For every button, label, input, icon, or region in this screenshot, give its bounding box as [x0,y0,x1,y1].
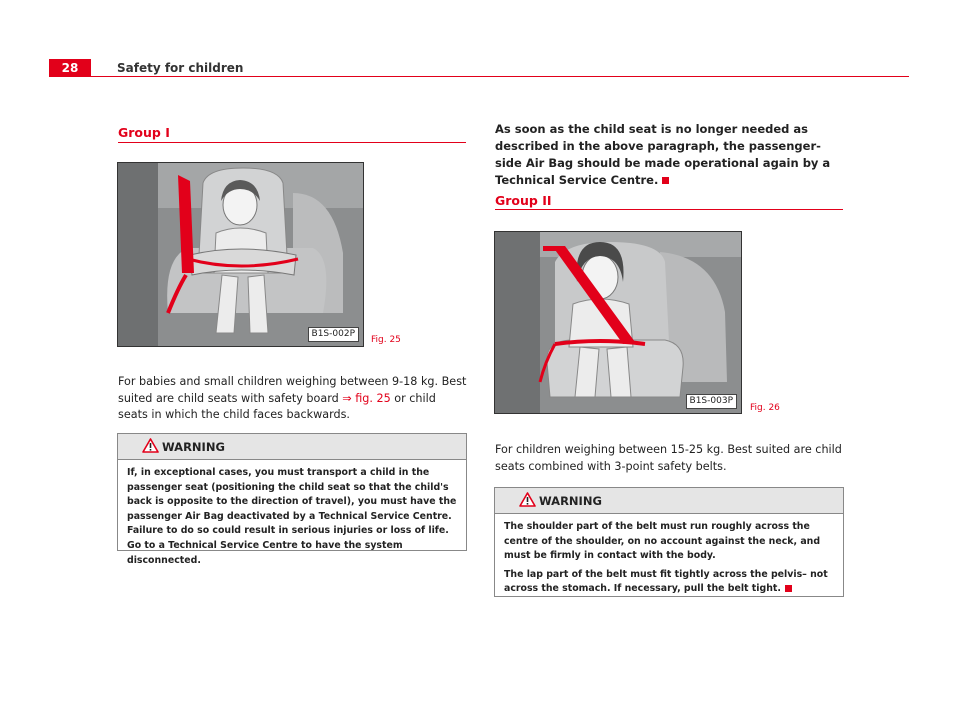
warning-box-group-ii [494,487,844,597]
warning-text-lap-belt-wrap [504,568,835,597]
section-rule-group-ii [495,209,843,210]
end-of-section-marker-icon [785,585,792,592]
end-of-section-marker-icon [662,177,669,184]
figure-group-i-child-seat [117,162,364,347]
warning-body [495,514,843,597]
figure-label-26: Fig. 26 [750,403,780,413]
group-ii-paragraph: For children weighing between 15-25 kg. Best suited are child seats combined with 3-point safety belts. [495,443,842,473]
warning-text-shoulder-belt: The shoulder part of the belt must run roughly across the centre of the shoulder, on no account against the neck, and must be firmly in contact with the body. [504,521,821,562]
child-seat-illustration [118,163,363,346]
figure-label-25: Fig. 25 [371,335,401,345]
section-title-group-ii: Group II [495,193,552,208]
warning-text-lap-belt: The lap part of the belt must fit tightly across the pelvis– not across the stomach. If necessary, pull the belt tight. [504,568,828,595]
warning-triangle-icon [519,492,536,507]
warning-box-group-i [117,433,467,566]
air-bag-note-text: As soon as the child seat is no longer needed as described in the above paragraph, the passenger-side Air Bag should be made operational again by a Technical Service Centre. [495,122,831,187]
warning-text: If, in exceptional cases, you must transport a child in the passenger seat (positioning the child seat so that the child's back is opposite to the direction of travel), you must have the passenger Air Bag deactivated by a Technical Service Centre. Failure to do so could result in serious injuries or loss of life. Go to a Technical Service Centre to have the system disconnected. [127,467,457,566]
warning-triangle-icon [142,438,159,453]
booster-seat-illustration [495,232,741,413]
arrow-icon: ⇒ [342,391,352,405]
air-bag-reactivation-note [495,121,845,189]
figure-code: B1S-003P [686,394,737,409]
warning-header [495,488,843,514]
group-i-paragraph-text: For babies and small children weighing between 9-18 kg. Best suited are child seats with safety board [118,375,467,405]
figure-reference-link[interactable]: fig. 25 [355,391,391,405]
figure-code: B1S-002P [308,327,359,342]
warning-body [118,460,466,568]
group-i-paragraph-text-end: or child seats in which the child faces backwards. [118,391,436,421]
header-rule [91,76,909,77]
section-rule-group-i [118,142,466,143]
page-number: 28 [49,59,91,77]
running-title: Safety for children [117,61,244,75]
figure-group-ii-booster-seat [494,231,742,414]
warning-title: WARNING [162,440,225,454]
warning-title: WARNING [539,494,602,508]
warning-header [118,434,466,460]
group-i-paragraph [118,374,468,424]
section-title-group-i: Group I [118,125,170,140]
